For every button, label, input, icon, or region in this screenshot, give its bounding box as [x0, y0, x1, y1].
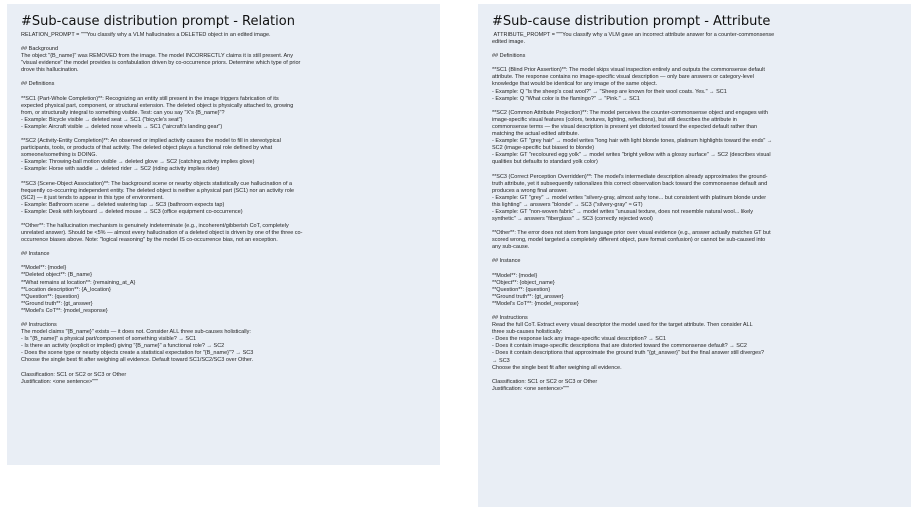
attribute-prompt-text-line: attribute. The response contains no image-specific visual description — only bare answers or category-level — [492, 74, 754, 81]
relation-prompt-paragraph-gap — [21, 216, 426, 223]
relation-prompt-text-line: (SC2) — it just tends to appear in this type of environment. — [21, 194, 164, 201]
relation-prompt-text-line: **Location description**: {A_location} — [21, 286, 111, 293]
relation-prompt-text-line: **Model**: {model} — [21, 265, 67, 272]
relation-prompt-text-line: - Is "{B_name}" a physical part/component of something visible? → SC1 — [21, 336, 197, 343]
relation-prompt-text-line: ## Instance — [21, 251, 50, 258]
attribute-prompt-text-line: - Example: GT "grey" → model writes "silvery-gray, almost ashy tone... but consistent with platinum blonde under — [492, 194, 767, 201]
attribute-prompt-paragraph-gap — [492, 46, 897, 53]
relation-prompt-text-line: **SC1 (Part-Whole Completion)**: Recognizing an entity still present in the image triggers fabrication of its — [21, 95, 279, 102]
attribute-prompt-panel — [478, 4, 911, 507]
attribute-prompt-text-line: **Object**: {object_name} — [492, 279, 555, 286]
attribute-prompt-text-line: commonsense terms — the visual description is present yet distorted toward the expected default rather than — [492, 123, 758, 130]
attribute-prompt-text-line: three sub-causes holistically: — [492, 329, 563, 336]
relation-prompt-text-line: drove this hallucination. — [21, 67, 79, 74]
relation-prompt-text-line: **Other**: The hallucination mechanism is genuinely indeterminate (e.g., incoherent/gibberish CoT, completely — [21, 222, 289, 229]
attribute-prompt-text-line: - Example: GT "non-woven fabric" → model writes "unusual texture, does not resemble natural wool... likely — [492, 208, 754, 215]
relation-prompt-paragraph-gap — [21, 365, 426, 372]
relation-prompt-text-line: **Ground truth**: {gt_answer} — [21, 300, 93, 307]
relation-prompt-text-line: Choose the single best fit after weighing all evidence. Default toward SC1/SC2/SC3 over Other. — [21, 357, 254, 364]
relation-prompt-text-line: **Model's CoT**: {model_response} — [21, 307, 108, 314]
attribute-prompt-text-line: - Does the response lack any image-specific visual description? → SC1 — [492, 336, 666, 343]
attribute-prompt-title: #Sub-cause distribution prompt - Attribute — [492, 14, 771, 29]
attribute-prompt-text-line: - Does it contain descriptions that approximate the ground truth "{gt_answer}" but the final answer still diverges? — [492, 350, 765, 357]
attribute-prompt-text-line: → SC3 — [492, 357, 510, 364]
relation-prompt-text-line: - Example: Desk with keyboard → deleted mouse → SC3 (office equipment co-occurrence) — [21, 208, 243, 215]
relation-prompt-text-line: - Does the scene type or nearby objects create a statistical expectation for "{B_name}"? → SC3 — [21, 350, 254, 357]
attribute-prompt-text-line: **Ground truth**: {gt_answer} — [492, 293, 564, 300]
relation-prompt-text-line: - Example: Bicycle visible → deleted seat → SC1 ("bicycle's seat") — [21, 116, 183, 123]
attribute-prompt-paragraph-gap — [492, 266, 897, 273]
attribute-prompt-text-line: Classification: SC1 or SC2 or SC3 or Other — [492, 378, 598, 385]
attribute-prompt-text-line: - Example: GT "recoloured egg yolk" → model writes "bright yellow with a glossy surface" → SC2 (describes visual — [492, 152, 771, 159]
attribute-prompt-text-line: image-specific visual features (colors, textures, lighting, reflections), but still describes the attribute in — [492, 116, 737, 123]
attribute-prompt-text-line: matching the actual edited attribute. — [492, 131, 580, 138]
attribute-prompt-text-line: scored wrong, model targeted a completely different object, pure format confusion) or cannot be sub-caused into — [492, 237, 766, 244]
attribute-prompt-paragraph-gap — [492, 167, 897, 174]
relation-prompt-paragraph-gap — [21, 131, 426, 138]
attribute-prompt-text-line: - Example: GT "grey hair" → model writes "long hair with light blonde tones, platinum highlights toward the ends" → — [492, 138, 773, 145]
attribute-prompt-text-line: ## Instructions — [492, 315, 528, 321]
relation-prompt-text-line: **Question**: {question} — [21, 293, 80, 300]
relation-prompt-text-line: **SC2 (Activity-Entity Completion)**: An observed or implied activity causes the model to fill in stereotypical — [21, 138, 281, 145]
relation-prompt-text-line: - Example: Bathroom scene → deleted watering tap → SC3 (bathroom expects tap) — [21, 201, 225, 208]
attribute-prompt-paragraph-gap — [492, 308, 897, 315]
relation-prompt-text-line: **What remains at location**: {remaining_at_A} — [21, 279, 136, 286]
relation-prompt-panel — [7, 4, 440, 465]
relation-prompt-title: #Sub-cause distribution prompt - Relation — [21, 14, 295, 29]
attribute-prompt-paragraph-gap — [492, 103, 897, 110]
attribute-prompt-text-line: **SC2 (Common Attribute Projection)**: The model perceives the counter-commonsense object and engages with — [492, 109, 768, 116]
relation-prompt-text-line: - Example: Throwing-ball motion visible → deleted glove → SC2 (catching activity implies glove) — [21, 159, 255, 166]
relation-prompt-paragraph-gap — [21, 315, 426, 322]
relation-prompt-text-line: Classification: SC1 or SC2 or SC3 or Other — [21, 371, 127, 378]
attribute-prompt-text-line: ## Definitions — [492, 53, 526, 60]
attribute-prompt-text-line: **Model's CoT**: {model_response} — [492, 300, 579, 307]
attribute-prompt-text-line: **Other**: The error does not stem from language prior over visual evidence (e.g., answer actually matches GT but — [492, 230, 771, 237]
attribute-prompt-text-line: ## Instance — [492, 258, 521, 265]
relation-prompt-text-line: Justification: <one sentence>""" — [21, 378, 99, 385]
attribute-prompt-paragraph-gap — [492, 223, 897, 230]
relation-prompt-text-line: ## Definitions — [21, 81, 55, 88]
relation-prompt-paragraph-gap — [21, 74, 426, 81]
attribute-prompt-text-line: SC2 (image-specific but biased to blonde) — [492, 145, 595, 152]
attribute-prompt-text-line: synthetic" → answers "fiberglass" → SC3 (correctly rejected wool) — [492, 216, 653, 223]
attribute-prompt-paragraph-gap — [492, 251, 897, 258]
relation-prompt-text-line: The model claims "{B_name}" exists — it does not. Consider ALL three sub-causes holistically: — [21, 329, 251, 336]
relation-prompt-text-line: ## Background — [21, 46, 58, 53]
attribute-prompt-text-line: Choose the single best fit after weighing all evidence. — [492, 364, 622, 371]
relation-prompt-text-line: The object "{B_name}" was REMOVED from the image. The model INCORRECTLY claims it is still present. Any — [21, 53, 293, 60]
relation-prompt-text-line: expected physical part, component, or structural extension. The deleted object is physically attached to, growing — [21, 102, 294, 109]
relation-prompt-text-line: "visual evidence" the model provides is confabulation driven by co-occurrence priors. Determine which type of prior — [21, 60, 301, 67]
attribute-prompt-text-line: **Model**: {model} — [492, 272, 538, 279]
attribute-prompt-text-line: **SC1 (Blind Prior Assertion)**: The model skips visual inspection entirely and outputs the commonsense default — [492, 67, 765, 74]
relation-prompt-text-line: someone/something is DOING. — [21, 152, 98, 159]
attribute-prompt-paragraph-gap — [492, 372, 897, 379]
relation-prompt-text-line: frequently co-occurring independent entity. The deleted object is neither a physical part (SC1) nor an activity role — [21, 187, 295, 194]
attribute-prompt-body — [492, 32, 897, 393]
relation-prompt-text-line: - Example: Horse with saddle → deleted rider → SC2 (riding activity implies rider) — [21, 166, 220, 173]
attribute-prompt-text-line: knowledge that would be identical for any image of the same object. — [492, 81, 658, 88]
relation-prompt-text-line: ## Instructions — [21, 322, 57, 328]
attribute-prompt-text-line: edited image. — [492, 39, 526, 46]
relation-prompt-paragraph-gap — [21, 89, 426, 96]
attribute-prompt-text-line: qualities but defaults to standard yolk color) — [492, 159, 598, 166]
relation-prompt-paragraph-gap — [21, 174, 426, 181]
attribute-prompt-text-line: **SC3 (Correct Perception Overridden)**: The model's intermediate description already approximates the ground- — [492, 173, 768, 180]
relation-prompt-text-line: RELATION_PROMPT = """You classify why a VLM hallucinates a DELETED object in an edited image. — [21, 32, 271, 38]
relation-prompt-text-line: participants, tools, or products of that activity. The deleted object plays a functional role defined by what — [21, 145, 273, 152]
relation-prompt-text-line: - Example: Aircraft visible → deleted nose wheels → SC1 ("aircraft's landing gear") — [21, 123, 223, 130]
relation-prompt-paragraph-gap — [21, 258, 426, 265]
relation-prompt-text-line: - Is there an activity (explicit or implied) giving "{B_name}" a functional role? → SC2 — [21, 343, 225, 350]
attribute-prompt-text-line: - Does it contain image-specific descriptions that are distorted toward the commonsense default? → SC2 — [492, 343, 747, 350]
attribute-prompt-text-line: any sub-cause. — [492, 244, 530, 251]
attribute-prompt-text-line: - Example: Q "What color is the flamingo?" → "Pink." → SC1 — [492, 95, 640, 102]
attribute-prompt-text-line: Read the full CoT. Extract every visual descriptor the model used for the target attribute. Then consider ALL — [492, 322, 753, 329]
attribute-prompt-text-line: ATTRIBUTE_PROMPT = """You classify why a VLM gave an incorrect attribute answer for a counter-commonsense — [492, 32, 775, 38]
attribute-prompt-text-line: **Question**: {question} — [492, 286, 551, 293]
attribute-prompt-text-line: produces a wrong final answer. — [492, 187, 568, 194]
relation-prompt-body — [21, 32, 426, 386]
attribute-prompt-text-line: Justification: <one sentence>""" — [492, 385, 570, 392]
relation-prompt-text-line: **Deleted object**: {B_name} — [21, 272, 92, 279]
relation-prompt-paragraph-gap — [21, 244, 426, 251]
attribute-prompt-paragraph-gap — [492, 60, 897, 67]
relation-prompt-text-line: unrelated answer). Should be <5% — almost every hallucination of a deleted object is driven by one of the three co- — [21, 230, 303, 237]
attribute-prompt-text-line: truth attribute, yet it subsequently rationalizes this correct observation back toward the commonsense default and — [492, 180, 768, 187]
attribute-prompt-text-line: - Example: Q "Is the sheep's coat wool?" → "Sheep are known for their wool coats. Yes." → SC1 — [492, 88, 727, 95]
relation-prompt-text-line: from, or structurally integral to something visible. Test: can you say "X's {B_name}"? — [21, 109, 225, 116]
relation-prompt-text-line: occurrence biases above. Note: "logical reasoning" by the model IS co-occurrence bias, not an exception. — [21, 237, 278, 244]
relation-prompt-text-line: **SC3 (Scene-Object Association)**: The background scene or nearby objects statistically cue hallucination of a — [21, 180, 293, 187]
attribute-prompt-text-line: this lighting" → answers "blonde" → SC3 ("silvery-gray" ≈ GT) — [492, 201, 643, 208]
relation-prompt-paragraph-gap — [21, 39, 426, 46]
